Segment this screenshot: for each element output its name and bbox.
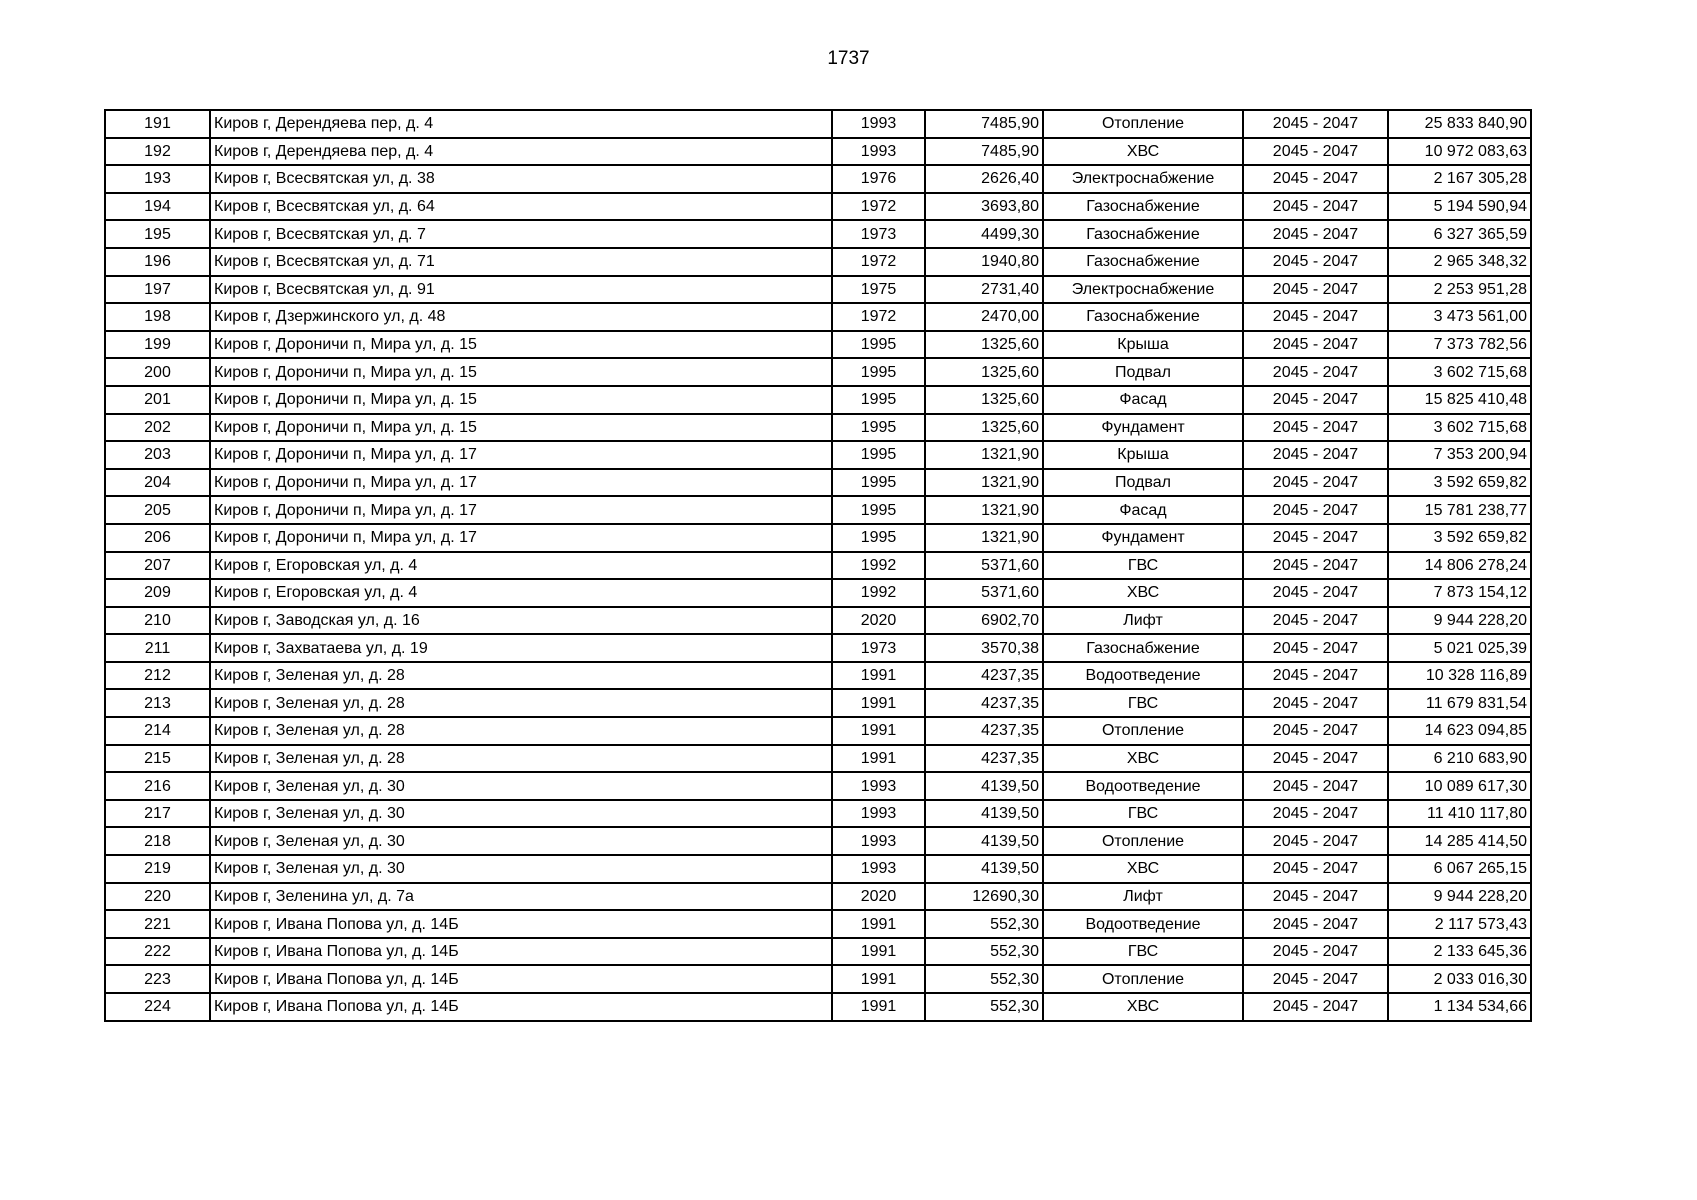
- address-cell: Киров г, Заводская ул, д. 16: [210, 607, 832, 635]
- page-number: 1737: [827, 48, 870, 69]
- year-cell: 1995: [832, 469, 925, 497]
- area-cell: 1325,60: [925, 414, 1043, 442]
- work-type-cell: ГВС: [1043, 552, 1243, 580]
- year-cell: 1972: [832, 303, 925, 331]
- address-cell: Киров г, Дерендяева пер, д. 4: [210, 110, 832, 138]
- area-cell: 552,30: [925, 910, 1043, 938]
- address-cell: Киров г, Дороничи п, Мира ул, д. 15: [210, 358, 832, 386]
- table-row: [105, 689, 1531, 717]
- period-cell: 2045 - 2047: [1243, 220, 1388, 248]
- address-cell: Киров г, Дерендяева пер, д. 4: [210, 138, 832, 166]
- year-cell: 2020: [832, 883, 925, 911]
- period-cell: 2045 - 2047: [1243, 276, 1388, 304]
- year-cell: 1993: [832, 138, 925, 166]
- address-cell: Киров г, Дороничи п, Мира ул, д. 17: [210, 496, 832, 524]
- row-number-cell: 201: [105, 386, 210, 414]
- work-type-cell: Лифт: [1043, 883, 1243, 911]
- period-cell: 2045 - 2047: [1243, 441, 1388, 469]
- row-number-cell: 202: [105, 414, 210, 442]
- period-cell: 2045 - 2047: [1243, 827, 1388, 855]
- work-type-cell: ХВС: [1043, 993, 1243, 1021]
- period-cell: 2045 - 2047: [1243, 469, 1388, 497]
- table-row: [105, 745, 1531, 773]
- table-row: [105, 938, 1531, 966]
- address-cell: Киров г, Дороничи п, Мира ул, д. 15: [210, 414, 832, 442]
- year-cell: 1993: [832, 855, 925, 883]
- area-cell: 552,30: [925, 993, 1043, 1021]
- cost-cell: 1 134 534,66: [1388, 993, 1531, 1021]
- period-cell: 2045 - 2047: [1243, 414, 1388, 442]
- address-cell: Киров г, Ивана Попова ул, д. 14Б: [210, 938, 832, 966]
- area-cell: 5371,60: [925, 579, 1043, 607]
- period-cell: 2045 - 2047: [1243, 855, 1388, 883]
- work-type-cell: Газоснабжение: [1043, 634, 1243, 662]
- area-cell: 1940,80: [925, 248, 1043, 276]
- row-number-cell: 211: [105, 634, 210, 662]
- address-cell: Киров г, Дороничи п, Мира ул, д. 17: [210, 441, 832, 469]
- area-cell: 4139,50: [925, 772, 1043, 800]
- cost-cell: 14 285 414,50: [1388, 827, 1531, 855]
- row-number-cell: 193: [105, 165, 210, 193]
- cost-cell: 9 944 228,20: [1388, 883, 1531, 911]
- year-cell: 1973: [832, 634, 925, 662]
- work-type-cell: Крыша: [1043, 441, 1243, 469]
- year-cell: 1995: [832, 331, 925, 359]
- address-cell: Киров г, Ивана Попова ул, д. 14Б: [210, 965, 832, 993]
- table-row: [105, 552, 1531, 580]
- cost-cell: 6 210 683,90: [1388, 745, 1531, 773]
- area-cell: 4139,50: [925, 855, 1043, 883]
- table-row: [105, 193, 1531, 221]
- table-row: [105, 110, 1531, 138]
- period-cell: 2045 - 2047: [1243, 552, 1388, 580]
- year-cell: 1992: [832, 579, 925, 607]
- year-cell: 1993: [832, 110, 925, 138]
- year-cell: 1991: [832, 910, 925, 938]
- address-cell: Киров г, Дороничи п, Мира ул, д. 17: [210, 524, 832, 552]
- row-number-cell: 210: [105, 607, 210, 635]
- table-row: [105, 965, 1531, 993]
- work-type-cell: Подвал: [1043, 469, 1243, 497]
- period-cell: 2045 - 2047: [1243, 358, 1388, 386]
- work-type-cell: Газоснабжение: [1043, 220, 1243, 248]
- table-row: [105, 414, 1531, 442]
- cost-cell: 2 033 016,30: [1388, 965, 1531, 993]
- row-number-cell: 192: [105, 138, 210, 166]
- work-type-cell: Водоотведение: [1043, 910, 1243, 938]
- repair-schedule-table: [104, 109, 1532, 1022]
- table-row: [105, 910, 1531, 938]
- period-cell: 2045 - 2047: [1243, 717, 1388, 745]
- address-cell: Киров г, Ивана Попова ул, д. 14Б: [210, 910, 832, 938]
- work-type-cell: ГВС: [1043, 689, 1243, 717]
- row-number-cell: 209: [105, 579, 210, 607]
- row-number-cell: 219: [105, 855, 210, 883]
- work-type-cell: Газоснабжение: [1043, 193, 1243, 221]
- row-number-cell: 207: [105, 552, 210, 580]
- area-cell: 1321,90: [925, 469, 1043, 497]
- period-cell: 2045 - 2047: [1243, 634, 1388, 662]
- area-cell: 552,30: [925, 965, 1043, 993]
- table-row: [105, 220, 1531, 248]
- work-type-cell: Отопление: [1043, 827, 1243, 855]
- period-cell: 2045 - 2047: [1243, 772, 1388, 800]
- year-cell: 1995: [832, 414, 925, 442]
- period-cell: 2045 - 2047: [1243, 800, 1388, 828]
- year-cell: 2020: [832, 607, 925, 635]
- cost-cell: 3 602 715,68: [1388, 414, 1531, 442]
- period-cell: 2045 - 2047: [1243, 993, 1388, 1021]
- period-cell: 2045 - 2047: [1243, 110, 1388, 138]
- period-cell: 2045 - 2047: [1243, 386, 1388, 414]
- year-cell: 1995: [832, 441, 925, 469]
- year-cell: 1991: [832, 662, 925, 690]
- row-number-cell: 216: [105, 772, 210, 800]
- period-cell: 2045 - 2047: [1243, 524, 1388, 552]
- area-cell: 4139,50: [925, 827, 1043, 855]
- work-type-cell: Фасад: [1043, 496, 1243, 524]
- table-row: [105, 358, 1531, 386]
- table-row: [105, 827, 1531, 855]
- table-row: [105, 993, 1531, 1021]
- area-cell: 5371,60: [925, 552, 1043, 580]
- row-number-cell: 218: [105, 827, 210, 855]
- table-row: [105, 331, 1531, 359]
- area-cell: 2731,40: [925, 276, 1043, 304]
- row-number-cell: 198: [105, 303, 210, 331]
- address-cell: Киров г, Зеленая ул, д. 28: [210, 689, 832, 717]
- area-cell: 1321,90: [925, 524, 1043, 552]
- table-row: [105, 717, 1531, 745]
- period-cell: 2045 - 2047: [1243, 938, 1388, 966]
- work-type-cell: ХВС: [1043, 855, 1243, 883]
- address-cell: Киров г, Всесвятская ул, д. 71: [210, 248, 832, 276]
- row-number-cell: 224: [105, 993, 210, 1021]
- cost-cell: 5 194 590,94: [1388, 193, 1531, 221]
- row-number-cell: 191: [105, 110, 210, 138]
- work-type-cell: Отопление: [1043, 110, 1243, 138]
- area-cell: 1325,60: [925, 358, 1043, 386]
- area-cell: 3570,38: [925, 634, 1043, 662]
- row-number-cell: 204: [105, 469, 210, 497]
- period-cell: 2045 - 2047: [1243, 579, 1388, 607]
- table-row: [105, 138, 1531, 166]
- row-number-cell: 200: [105, 358, 210, 386]
- cost-cell: 7 873 154,12: [1388, 579, 1531, 607]
- address-cell: Киров г, Всесвятская ул, д. 38: [210, 165, 832, 193]
- year-cell: 1972: [832, 248, 925, 276]
- work-type-cell: Газоснабжение: [1043, 303, 1243, 331]
- period-cell: 2045 - 2047: [1243, 331, 1388, 359]
- year-cell: 1992: [832, 552, 925, 580]
- year-cell: 1991: [832, 717, 925, 745]
- area-cell: 7485,90: [925, 138, 1043, 166]
- year-cell: 1972: [832, 193, 925, 221]
- year-cell: 1976: [832, 165, 925, 193]
- cost-cell: 9 944 228,20: [1388, 607, 1531, 635]
- period-cell: 2045 - 2047: [1243, 607, 1388, 635]
- table-row: [105, 579, 1531, 607]
- work-type-cell: ГВС: [1043, 800, 1243, 828]
- period-cell: 2045 - 2047: [1243, 165, 1388, 193]
- row-number-cell: 197: [105, 276, 210, 304]
- work-type-cell: ХВС: [1043, 745, 1243, 773]
- work-type-cell: Подвал: [1043, 358, 1243, 386]
- period-cell: 2045 - 2047: [1243, 662, 1388, 690]
- address-cell: Киров г, Дороничи п, Мира ул, д. 17: [210, 469, 832, 497]
- work-type-cell: Водоотведение: [1043, 772, 1243, 800]
- row-number-cell: 215: [105, 745, 210, 773]
- cost-cell: 2 117 573,43: [1388, 910, 1531, 938]
- work-type-cell: Отопление: [1043, 717, 1243, 745]
- area-cell: 3693,80: [925, 193, 1043, 221]
- address-cell: Киров г, Зеленая ул, д. 28: [210, 662, 832, 690]
- row-number-cell: 217: [105, 800, 210, 828]
- table-row: [105, 524, 1531, 552]
- cost-cell: 3 592 659,82: [1388, 524, 1531, 552]
- address-cell: Киров г, Дороничи п, Мира ул, д. 15: [210, 331, 832, 359]
- area-cell: 4237,35: [925, 717, 1043, 745]
- row-number-cell: 214: [105, 717, 210, 745]
- row-number-cell: 212: [105, 662, 210, 690]
- work-type-cell: Крыша: [1043, 331, 1243, 359]
- work-type-cell: Лифт: [1043, 607, 1243, 635]
- year-cell: 1995: [832, 386, 925, 414]
- area-cell: 2626,40: [925, 165, 1043, 193]
- year-cell: 1975: [832, 276, 925, 304]
- row-number-cell: 205: [105, 496, 210, 524]
- work-type-cell: ХВС: [1043, 138, 1243, 166]
- work-type-cell: Отопление: [1043, 965, 1243, 993]
- year-cell: 1995: [832, 358, 925, 386]
- table-row: [105, 469, 1531, 497]
- address-cell: Киров г, Дзержинского ул, д. 48: [210, 303, 832, 331]
- year-cell: 1995: [832, 524, 925, 552]
- address-cell: Киров г, Захватаева ул, д. 19: [210, 634, 832, 662]
- year-cell: 1991: [832, 745, 925, 773]
- cost-cell: 2 253 951,28: [1388, 276, 1531, 304]
- row-number-cell: 196: [105, 248, 210, 276]
- area-cell: 4139,50: [925, 800, 1043, 828]
- cost-cell: 14 806 278,24: [1388, 552, 1531, 580]
- period-cell: 2045 - 2047: [1243, 496, 1388, 524]
- area-cell: 4237,35: [925, 745, 1043, 773]
- table-body: [105, 110, 1531, 1021]
- cost-cell: 10 972 083,63: [1388, 138, 1531, 166]
- cost-cell: 2 133 645,36: [1388, 938, 1531, 966]
- cost-cell: 3 592 659,82: [1388, 469, 1531, 497]
- table-row: [105, 165, 1531, 193]
- address-cell: Киров г, Зеленая ул, д. 28: [210, 717, 832, 745]
- address-cell: Киров г, Зеленина ул, д. 7а: [210, 883, 832, 911]
- area-cell: 552,30: [925, 938, 1043, 966]
- year-cell: 1991: [832, 993, 925, 1021]
- row-number-cell: 213: [105, 689, 210, 717]
- period-cell: 2045 - 2047: [1243, 883, 1388, 911]
- cost-cell: 2 965 348,32: [1388, 248, 1531, 276]
- address-cell: Киров г, Зеленая ул, д. 30: [210, 800, 832, 828]
- row-number-cell: 223: [105, 965, 210, 993]
- period-cell: 2045 - 2047: [1243, 689, 1388, 717]
- address-cell: Киров г, Егоровская ул, д. 4: [210, 579, 832, 607]
- cost-cell: 25 833 840,90: [1388, 110, 1531, 138]
- area-cell: 1325,60: [925, 331, 1043, 359]
- area-cell: 7485,90: [925, 110, 1043, 138]
- area-cell: 4499,30: [925, 220, 1043, 248]
- period-cell: 2045 - 2047: [1243, 303, 1388, 331]
- cost-cell: 11 679 831,54: [1388, 689, 1531, 717]
- row-number-cell: 195: [105, 220, 210, 248]
- cost-cell: 3 473 561,00: [1388, 303, 1531, 331]
- row-number-cell: 194: [105, 193, 210, 221]
- work-type-cell: Электроснабжение: [1043, 165, 1243, 193]
- year-cell: 1991: [832, 689, 925, 717]
- period-cell: 2045 - 2047: [1243, 248, 1388, 276]
- address-cell: Киров г, Зеленая ул, д. 30: [210, 855, 832, 883]
- table-row: [105, 607, 1531, 635]
- row-number-cell: 203: [105, 441, 210, 469]
- cost-cell: 10 089 617,30: [1388, 772, 1531, 800]
- address-cell: Киров г, Всесвятская ул, д. 91: [210, 276, 832, 304]
- row-number-cell: 199: [105, 331, 210, 359]
- table-row: [105, 276, 1531, 304]
- area-cell: 1325,60: [925, 386, 1043, 414]
- table-row: [105, 496, 1531, 524]
- work-type-cell: Фундамент: [1043, 524, 1243, 552]
- table-row: [105, 662, 1531, 690]
- area-cell: 1321,90: [925, 496, 1043, 524]
- cost-cell: 10 328 116,89: [1388, 662, 1531, 690]
- cost-cell: 6 067 265,15: [1388, 855, 1531, 883]
- year-cell: 1991: [832, 938, 925, 966]
- year-cell: 1991: [832, 965, 925, 993]
- cost-cell: 15 781 238,77: [1388, 496, 1531, 524]
- period-cell: 2045 - 2047: [1243, 138, 1388, 166]
- work-type-cell: Водоотведение: [1043, 662, 1243, 690]
- table-row: [105, 800, 1531, 828]
- work-type-cell: ГВС: [1043, 938, 1243, 966]
- work-type-cell: Газоснабжение: [1043, 248, 1243, 276]
- cost-cell: 5 021 025,39: [1388, 634, 1531, 662]
- work-type-cell: ХВС: [1043, 579, 1243, 607]
- period-cell: 2045 - 2047: [1243, 193, 1388, 221]
- address-cell: Киров г, Егоровская ул, д. 4: [210, 552, 832, 580]
- address-cell: Киров г, Зеленая ул, д. 28: [210, 745, 832, 773]
- address-cell: Киров г, Зеленая ул, д. 30: [210, 827, 832, 855]
- year-cell: 1993: [832, 800, 925, 828]
- table-row: [105, 883, 1531, 911]
- table-row: [105, 303, 1531, 331]
- area-cell: 12690,30: [925, 883, 1043, 911]
- address-cell: Киров г, Всесвятская ул, д. 7: [210, 220, 832, 248]
- period-cell: 2045 - 2047: [1243, 745, 1388, 773]
- year-cell: 1995: [832, 496, 925, 524]
- cost-cell: 15 825 410,48: [1388, 386, 1531, 414]
- row-number-cell: 222: [105, 938, 210, 966]
- address-cell: Киров г, Ивана Попова ул, д. 14Б: [210, 993, 832, 1021]
- table-row: [105, 441, 1531, 469]
- work-type-cell: Фасад: [1043, 386, 1243, 414]
- cost-cell: 11 410 117,80: [1388, 800, 1531, 828]
- cost-cell: 2 167 305,28: [1388, 165, 1531, 193]
- address-cell: Киров г, Всесвятская ул, д. 64: [210, 193, 832, 221]
- table-row: [105, 855, 1531, 883]
- year-cell: 1973: [832, 220, 925, 248]
- cost-cell: 14 623 094,85: [1388, 717, 1531, 745]
- period-cell: 2045 - 2047: [1243, 910, 1388, 938]
- year-cell: 1993: [832, 772, 925, 800]
- table-row: [105, 634, 1531, 662]
- area-cell: 4237,35: [925, 662, 1043, 690]
- row-number-cell: 206: [105, 524, 210, 552]
- area-cell: 4237,35: [925, 689, 1043, 717]
- cost-cell: 7 373 782,56: [1388, 331, 1531, 359]
- period-cell: 2045 - 2047: [1243, 965, 1388, 993]
- table-row: [105, 248, 1531, 276]
- row-number-cell: 221: [105, 910, 210, 938]
- cost-cell: 7 353 200,94: [1388, 441, 1531, 469]
- table-row: [105, 772, 1531, 800]
- cost-cell: 3 602 715,68: [1388, 358, 1531, 386]
- row-number-cell: 220: [105, 883, 210, 911]
- work-type-cell: Электроснабжение: [1043, 276, 1243, 304]
- address-cell: Киров г, Зеленая ул, д. 30: [210, 772, 832, 800]
- area-cell: 6902,70: [925, 607, 1043, 635]
- work-type-cell: Фундамент: [1043, 414, 1243, 442]
- area-cell: 2470,00: [925, 303, 1043, 331]
- year-cell: 1993: [832, 827, 925, 855]
- area-cell: 1321,90: [925, 441, 1043, 469]
- cost-cell: 6 327 365,59: [1388, 220, 1531, 248]
- address-cell: Киров г, Дороничи п, Мира ул, д. 15: [210, 386, 832, 414]
- table-row: [105, 386, 1531, 414]
